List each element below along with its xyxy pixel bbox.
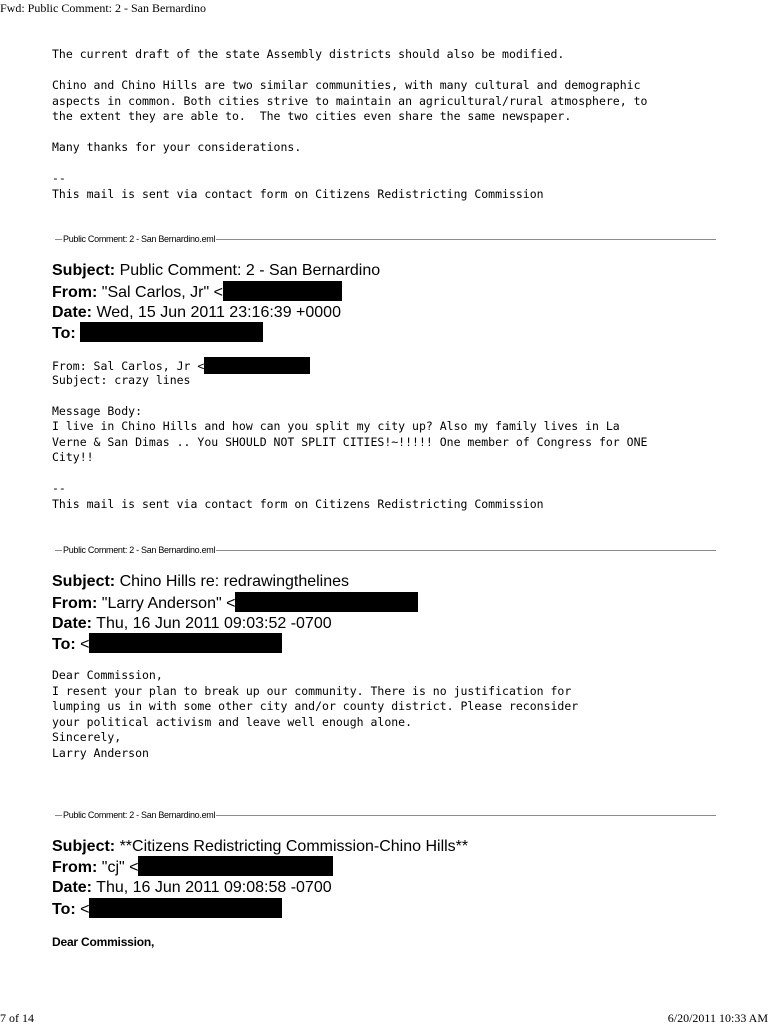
msg2-body-line: your political activism and leave well enough alone. bbox=[52, 715, 413, 729]
attachment-label: Public Comment: 2 - San Bernardino.eml bbox=[63, 810, 216, 820]
msg1-date: Date: Wed, 15 Jun 2011 23:16:39 +0000 bbox=[52, 304, 341, 321]
redaction-box bbox=[204, 357, 310, 374]
intro-paragraph-line: the extent they are able to. The two cities even share the same newspaper. bbox=[52, 109, 572, 123]
msg1-body-line: Verne & San Dimas .. You SHOULD NOT SPLIT CITIES!~!!!!! One member of Congress for ONE bbox=[52, 435, 648, 449]
intro-line: The current draft of the state Assembly districts should also be modified. bbox=[52, 47, 565, 61]
msg1-body-line: City!! bbox=[52, 450, 94, 464]
page-number: 7 of 14 bbox=[0, 1011, 34, 1025]
msg2-subject: Subject: Chino Hills re: redrawingthelines bbox=[52, 573, 350, 590]
redaction-box bbox=[80, 322, 263, 342]
msg1-body-subject: Subject: crazy lines bbox=[52, 373, 191, 387]
msg3-from: From: "cj" < bbox=[52, 856, 333, 878]
msg2-from: From: "Larry Anderson" < bbox=[52, 592, 418, 614]
msg1-body-from: From: Sal Carlos, Jr < bbox=[52, 357, 310, 375]
attachment-divider bbox=[55, 809, 716, 821]
redaction-box bbox=[89, 633, 282, 653]
signature-separator: -- bbox=[52, 481, 66, 495]
msg2-date: Date: Thu, 16 Jun 2011 09:03:52 -0700 bbox=[52, 615, 332, 632]
msg2-to: To: < bbox=[52, 633, 282, 655]
msg3-subject: Subject: **Citizens Redistricting Commission-Chino Hills** bbox=[52, 838, 469, 855]
msg2-body-line: lumping us in with some other city and/or county district. Please reconsider bbox=[52, 699, 579, 713]
page-header: Fwd: Public Comment: 2 - San Bernardino bbox=[0, 1, 206, 15]
msg3-to: To: < bbox=[52, 898, 282, 920]
intro-thanks: Many thanks for your considerations. bbox=[52, 140, 302, 154]
attachment-divider bbox=[55, 233, 716, 245]
attachment-divider bbox=[55, 544, 716, 556]
intro-paragraph-line: Chino and Chino Hills are two similar communities, with many cultural and demographic bbox=[52, 78, 641, 92]
msg2-body-line: Dear Commission, bbox=[52, 668, 163, 682]
msg1-from: From: "Sal Carlos, Jr" < bbox=[52, 281, 342, 303]
redaction-box bbox=[223, 281, 342, 301]
msg2-body-line: I resent your plan to break up our community. There is no justification for bbox=[52, 684, 572, 698]
msg1-body-label: Message Body: bbox=[52, 404, 143, 418]
intro-paragraph-line: aspects in common. Both cities strive to maintain an agricultural/rural atmosphere, to bbox=[52, 94, 648, 108]
msg2-body-line: Larry Anderson bbox=[52, 746, 149, 760]
msg1-to: To: bbox=[52, 322, 263, 344]
msg3-greeting: Dear Commission, bbox=[52, 935, 155, 949]
redaction-box bbox=[138, 856, 333, 876]
attachment-label: Public Comment: 2 - San Bernardino.eml bbox=[63, 545, 216, 555]
signature-line: This mail is sent via contact form on Citizens Redistricting Commission bbox=[52, 497, 544, 511]
print-timestamp: 6/20/2011 10:33 AM bbox=[667, 1011, 768, 1025]
msg3-date: Date: Thu, 16 Jun 2011 09:08:58 -0700 bbox=[52, 879, 332, 896]
redaction-box bbox=[89, 898, 282, 918]
attachment-label: Public Comment: 2 - San Bernardino.eml bbox=[63, 234, 216, 244]
msg1-body-line: I live in Chino Hills and how can you split my city up? Also my family lives in La bbox=[52, 419, 620, 433]
msg2-body-line: Sincerely, bbox=[52, 730, 122, 744]
signature-line: This mail is sent via contact form on Citizens Redistricting Commission bbox=[52, 187, 544, 201]
redaction-box bbox=[235, 592, 418, 612]
signature-separator: -- bbox=[52, 171, 66, 185]
msg1-subject: Subject: Public Comment: 2 - San Bernardino bbox=[52, 262, 381, 279]
